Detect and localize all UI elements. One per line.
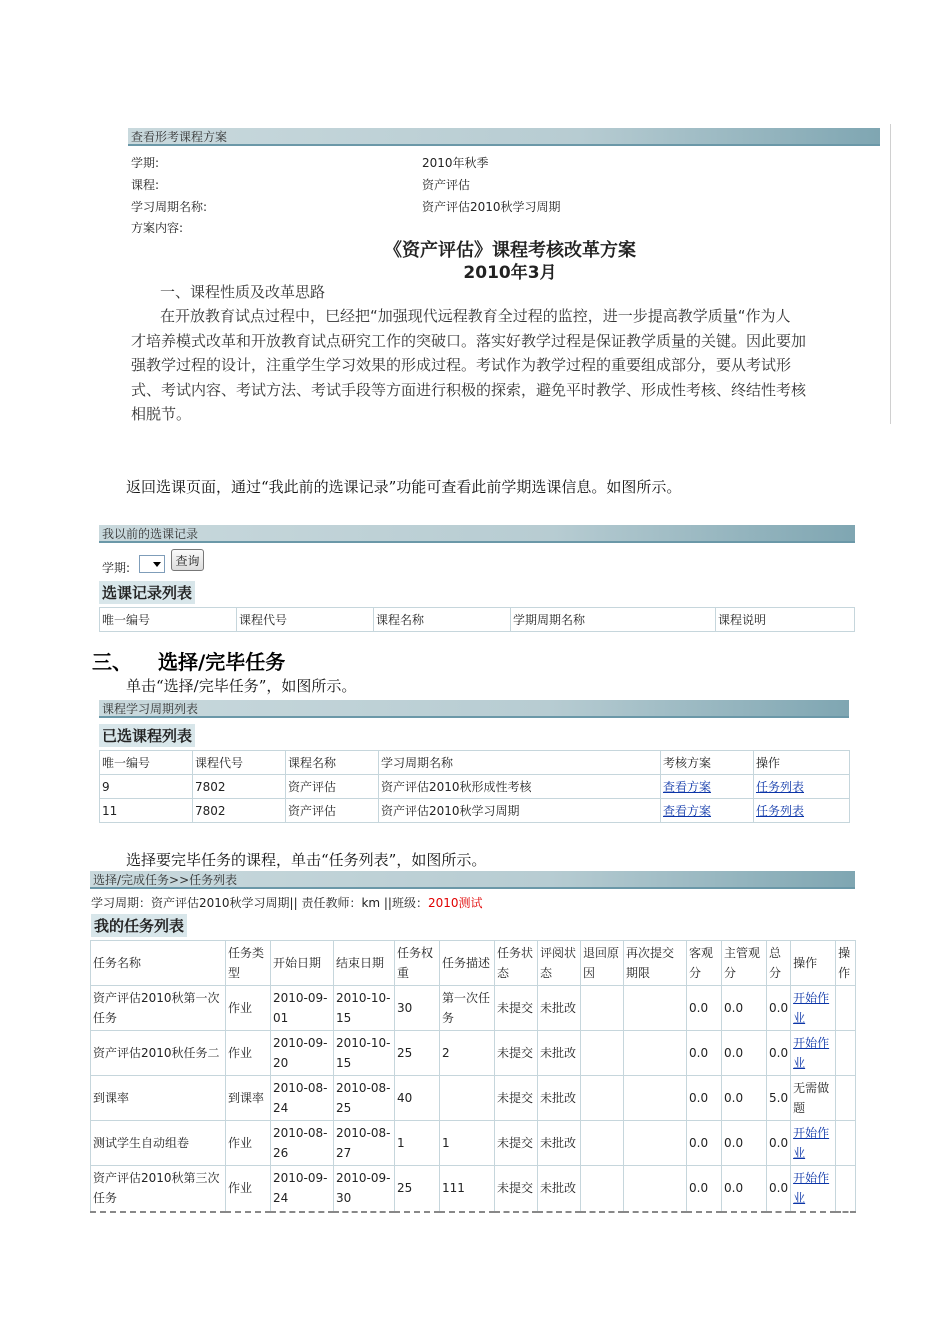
column-header: 课程代号 <box>193 751 286 775</box>
column-header: 考核方案 <box>661 751 754 775</box>
column-header: 学期周期名称 <box>511 608 716 632</box>
column-header: 开始日期 <box>271 941 334 986</box>
cell-end-date: 2010-09-30 <box>334 1166 395 1212</box>
start-assignment-link[interactable]: 开始作业 <box>793 1126 830 1160</box>
cell-task-name: 资产评估2010秋第三次任务 <box>91 1166 226 1212</box>
cell-operation <box>754 799 850 823</box>
scheme-panel-header <box>128 128 880 146</box>
doc-date: 2010年3月 <box>463 263 557 283</box>
paragraph-line: 才培养模式改革和开放教育试点研究工作的突破口。落实好教学过程是保证教学质量的关键。因此要加 <box>131 331 807 350</box>
paragraph-line: 式、考试内容、考试方法、考试手段等方面进行积极的探索，避免平时教学、形成性考核、终结性考核 <box>131 380 807 399</box>
column-header: 再次提交期限 <box>624 941 687 986</box>
prev-records-list-title: 选课记录列表 <box>99 581 195 604</box>
column-header: 退回原因 <box>581 941 624 986</box>
cell-task-name: 到课率 <box>91 1076 226 1121</box>
cell-task-name: 资产评估2010秋任务二 <box>91 1031 226 1076</box>
cell-operation <box>791 1121 836 1166</box>
cell-resubmit-deadline <box>624 1121 687 1166</box>
cell-review-status: 未批改 <box>538 1121 581 1166</box>
cell-resubmit-deadline <box>624 1076 687 1121</box>
field-label-course: 课程: <box>131 178 160 192</box>
cell-return-reason <box>581 986 624 1031</box>
cell-return-reason <box>581 1031 624 1076</box>
field-label-term: 学期: <box>131 156 160 170</box>
field-label-period: 学习周期名称: <box>131 200 208 214</box>
cell-start-date: 2010-08-26 <box>271 1121 334 1166</box>
cell-task-status: 未提交 <box>495 1031 538 1076</box>
task-list-link[interactable]: 任务列表 <box>756 780 805 794</box>
prev-records-title: 我以前的选课记录 <box>102 527 199 541</box>
cell-operation-2 <box>836 1031 856 1076</box>
cell-subjective-score: 0.0 <box>722 1166 767 1212</box>
cell-weight: 40 <box>395 1076 440 1121</box>
task-table <box>90 940 856 1213</box>
cell-weight: 30 <box>395 986 440 1031</box>
cell-task-status: 未提交 <box>495 1076 538 1121</box>
cell-objective-score: 0.0 <box>687 1031 722 1076</box>
cell-description: 111 <box>440 1166 495 1212</box>
task-panel-info-text: 学习周期：资产评估2010秋学习周期|| 责任教师：km ||班级： <box>91 896 428 910</box>
section-title: 选择/完毕任务 <box>158 650 286 674</box>
cell-end-date: 2010-08-27 <box>334 1121 395 1166</box>
column-header: 操作 <box>754 751 850 775</box>
start-assignment-link[interactable]: 开始作业 <box>793 991 830 1025</box>
table-header-row <box>100 608 855 632</box>
cell-period-name: 资产评估2010秋形成性考核 <box>379 775 661 799</box>
cell-operation-2 <box>836 1121 856 1166</box>
cell-review-status: 未批改 <box>538 1166 581 1212</box>
cell-task-type: 作业 <box>226 1121 271 1166</box>
column-header: 操作 <box>836 941 856 986</box>
cell-start-date: 2010-08-24 <box>271 1076 334 1121</box>
column-header: 任务描述 <box>440 941 495 986</box>
cell-task-type: 作业 <box>226 1031 271 1076</box>
cell-total-score: 0.0 <box>767 1121 791 1166</box>
cell-operation: 无需做题 <box>791 1076 836 1121</box>
cell-period-name: 资产评估2010秋学习周期 <box>379 799 661 823</box>
doc-title: 《资产评估》课程考核改革方案 <box>384 240 636 261</box>
doc-paragraph <box>131 304 876 427</box>
cell-review-status: 未批改 <box>538 1076 581 1121</box>
column-header: 课程代号 <box>237 608 374 632</box>
cell-operation-2 <box>836 1076 856 1121</box>
cell-end-date: 2010-08-25 <box>334 1076 395 1121</box>
prev-records-table <box>99 607 855 632</box>
cell-total-score: 0.0 <box>767 1031 791 1076</box>
table-row <box>91 1076 856 1121</box>
column-header: 唯一编号 <box>100 608 237 632</box>
cell-weight: 25 <box>395 1166 440 1212</box>
start-assignment-link[interactable]: 开始作业 <box>793 1036 830 1070</box>
table-row <box>91 1166 856 1212</box>
prev-records-header <box>99 525 855 543</box>
paragraph-line: 强教学过程的设计，注重学生学习效果的形成过程。考试作为教学过程的重要组成部分，要从考试形 <box>131 356 792 374</box>
task-panel-info <box>91 894 483 911</box>
table-row <box>91 1031 856 1076</box>
cell-review-status: 未批改 <box>538 1031 581 1076</box>
task-panel-breadcrumb: 选择/完成任务>>任务列表 <box>93 873 238 887</box>
column-header: 唯一编号 <box>100 751 193 775</box>
instruction-task-list: 选择要完毕任务的课程，单击“任务列表”，如图所示。 <box>126 851 487 869</box>
column-header: 操作 <box>791 941 836 986</box>
cell-task-type: 作业 <box>226 986 271 1031</box>
cell-operation <box>754 775 850 799</box>
cell-scheme <box>661 775 754 799</box>
cell-total-score: 5.0 <box>767 1076 791 1121</box>
cell-return-reason <box>581 1166 624 1212</box>
cell-description: 第一次任务 <box>440 986 495 1031</box>
cell-id: 9 <box>100 775 193 799</box>
cell-subjective-score: 0.0 <box>722 1076 767 1121</box>
column-header: 客观分 <box>687 941 722 986</box>
start-assignment-link[interactable]: 开始作业 <box>793 1171 830 1206</box>
dropdown-arrow-icon <box>153 562 161 567</box>
cell-operation-2 <box>836 986 856 1031</box>
task-list-link[interactable]: 任务列表 <box>756 804 805 818</box>
cell-course-name: 资产评估 <box>286 799 379 823</box>
cell-task-name: 测试学生自动组卷 <box>91 1121 226 1166</box>
scheme-panel-right-border <box>890 124 891 424</box>
cell-scheme <box>661 799 754 823</box>
cell-operation <box>791 986 836 1031</box>
query-button[interactable]: 查询 <box>171 549 204 571</box>
selected-courses-table <box>99 750 850 823</box>
column-header: 任务名称 <box>91 941 226 986</box>
field-value-course: 资产评估 <box>422 178 471 192</box>
paragraph-line: 在开放教育试点过程中，巳经把“加强现代远程教育全过程的监控，进一步提高教学质量“作为人 <box>160 307 791 325</box>
view-scheme-link[interactable]: 查看方案 <box>663 804 712 818</box>
column-header: 任务权重 <box>395 941 440 986</box>
table-header-row <box>91 941 856 986</box>
column-header: 课程名称 <box>286 751 379 775</box>
field-value-period: 资产评估2010秋学习周期 <box>422 200 561 214</box>
field-label-content: 方案内容: <box>131 221 184 235</box>
cell-return-reason <box>581 1121 624 1166</box>
section-instruction: 单击“选择/完毕任务”，如图所示。 <box>126 677 357 695</box>
table-row <box>100 799 850 823</box>
table-row <box>91 1121 856 1166</box>
cell-course-name: 资产评估 <box>286 775 379 799</box>
cell-resubmit-deadline <box>624 1166 687 1212</box>
cell-operation <box>791 1166 836 1212</box>
cell-objective-score: 0.0 <box>687 1121 722 1166</box>
term-label: 学期: <box>102 561 131 575</box>
column-header: 课程名称 <box>374 608 511 632</box>
cell-start-date: 2010-09-01 <box>271 986 334 1031</box>
column-header: 课程说明 <box>716 608 855 632</box>
cell-task-status: 未提交 <box>495 1121 538 1166</box>
table-row <box>100 775 850 799</box>
cell-task-type: 作业 <box>226 1166 271 1212</box>
cell-description: 2 <box>440 1031 495 1076</box>
period-list-title: 课程学习周期列表 <box>102 702 199 716</box>
cell-task-name: 资产评估2010秋第一次任务 <box>91 986 226 1031</box>
cell-code: 7802 <box>193 775 286 799</box>
my-task-list-title: 我的任务列表 <box>91 914 187 937</box>
column-header: 评阅状态 <box>538 941 581 986</box>
cell-end-date: 2010-10-15 <box>334 986 395 1031</box>
cell-subjective-score: 0.0 <box>722 1031 767 1076</box>
cell-subjective-score: 0.0 <box>722 986 767 1031</box>
cell-task-type: 到课率 <box>226 1076 271 1121</box>
column-header: 主管观分 <box>722 941 767 986</box>
term-select[interactable] <box>139 555 165 573</box>
cell-objective-score: 0.0 <box>687 1166 722 1212</box>
cell-id: 11 <box>100 799 193 823</box>
selected-courses-title: 已选课程列表 <box>99 724 195 747</box>
doc-section-heading: 一、课程性质及改革思路 <box>160 283 326 301</box>
cell-code: 7802 <box>193 799 286 823</box>
cell-operation-2 <box>836 1166 856 1212</box>
cell-start-date: 2010-09-24 <box>271 1166 334 1212</box>
cell-start-date: 2010-09-20 <box>271 1031 334 1076</box>
cell-objective-score: 0.0 <box>687 1076 722 1121</box>
view-scheme-link[interactable]: 查看方案 <box>663 780 712 794</box>
cell-description <box>440 1076 495 1121</box>
cell-review-status: 未批改 <box>538 986 581 1031</box>
class-name: 2010测试 <box>427 896 483 910</box>
cell-task-status: 未提交 <box>495 986 538 1031</box>
column-header: 结束日期 <box>334 941 395 986</box>
instruction-prev-records: 返回选课页面，通过“我此前的选课记录”功能可查看此前学期选课信息。如图所示。 <box>126 478 682 496</box>
cell-weight: 1 <box>395 1121 440 1166</box>
paragraph-line: 相脱节。 <box>131 405 192 423</box>
cell-objective-score: 0.0 <box>687 986 722 1031</box>
cell-description: 1 <box>440 1121 495 1166</box>
cell-end-date: 2010-10-15 <box>334 1031 395 1076</box>
table-header-row <box>100 751 850 775</box>
field-value-term: 2010年秋季 <box>422 156 489 170</box>
cell-resubmit-deadline <box>624 986 687 1031</box>
cell-weight: 25 <box>395 1031 440 1076</box>
cell-operation <box>791 1031 836 1076</box>
cell-subjective-score: 0.0 <box>722 1121 767 1166</box>
cell-return-reason <box>581 1076 624 1121</box>
section-number: 三、 <box>92 650 132 674</box>
cell-resubmit-deadline <box>624 1031 687 1076</box>
column-header: 任务类型 <box>226 941 271 986</box>
task-panel-header <box>90 871 855 889</box>
column-header: 总分 <box>767 941 791 986</box>
cell-total-score: 0.0 <box>767 1166 791 1212</box>
scheme-panel-title: 查看形考课程方案 <box>131 130 228 144</box>
cell-total-score: 0.0 <box>767 986 791 1031</box>
column-header: 学习周期名称 <box>379 751 661 775</box>
table-row <box>91 986 856 1031</box>
period-list-header <box>99 700 849 718</box>
column-header: 任务状态 <box>495 941 538 986</box>
cell-task-status: 未提交 <box>495 1166 538 1212</box>
